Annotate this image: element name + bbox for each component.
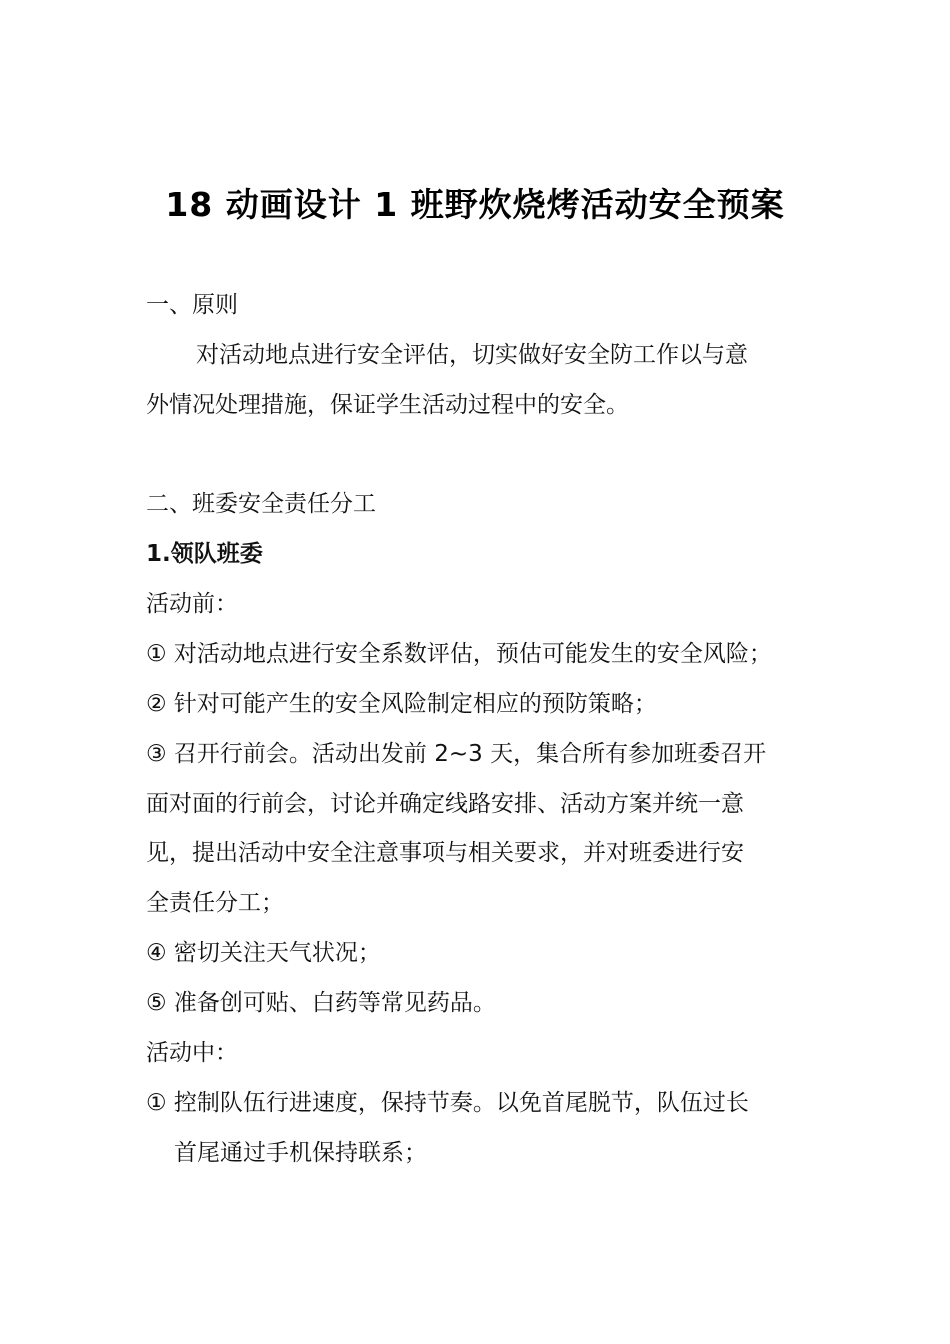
during-item-1-line-1: ① 控制队伍行进速度，保持节奏。以免首尾脱节，队伍过长 xyxy=(146,1090,749,1116)
before-item-3-line-2: 面对面的行前会，讨论并确定线路安排、活动方案并统一意 xyxy=(146,791,744,817)
principles-paragraph-line-2: 外情况处理措施，保证学生活动过程中的安全。 xyxy=(146,392,629,418)
document-title: 18 动画设计 1 班野炊烧烤活动安全预案 xyxy=(165,185,785,224)
section-heading-responsibilities: 二、班委安全责任分工 xyxy=(146,491,376,517)
before-item-3-line-3: 见，提出活动中安全注意事项与相关要求，并对班委进行安 xyxy=(146,840,744,866)
during-activity-label: 活动中： xyxy=(146,1040,238,1066)
before-activity-label: 活动前： xyxy=(146,591,238,617)
before-item-3-line-4: 全责任分工； xyxy=(146,890,284,916)
before-item-4: ④ 密切关注天气状况； xyxy=(146,940,381,966)
section-heading-principles: 一、原则 xyxy=(146,292,238,318)
subheading-team-leader: 1.领队班委 xyxy=(146,541,263,567)
before-item-1: ① 对活动地点进行安全系数评估，预估可能发生的安全风险； xyxy=(146,641,772,667)
before-item-2: ② 针对可能产生的安全风险制定相应的预防策略； xyxy=(146,691,657,717)
before-item-3-line-1: ③ 召开行前会。活动出发前 2~3 天，集合所有参加班委召开 xyxy=(146,741,767,767)
during-item-1-line-2: 首尾通过手机保持联系； xyxy=(174,1140,427,1166)
before-item-5: ⑤ 准备创可贴、白药等常见药品。 xyxy=(146,990,496,1016)
principles-paragraph-line-1: 对活动地点进行安全评估，切实做好安全防工作以与意 xyxy=(196,342,748,368)
